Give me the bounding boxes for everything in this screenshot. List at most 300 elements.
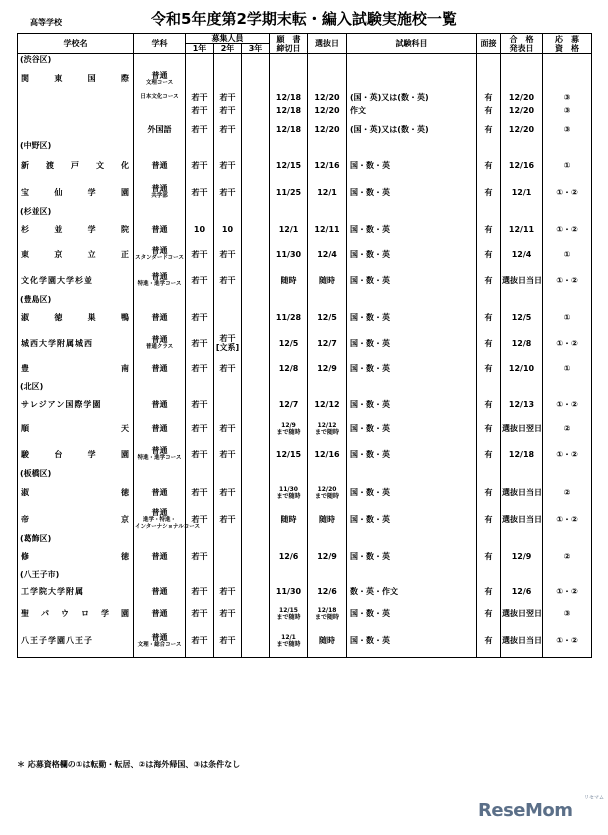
course-subtitle: 文理コース bbox=[145, 79, 174, 86]
region-label: (北区) bbox=[18, 381, 134, 393]
course-name: 普通 bbox=[151, 587, 168, 596]
empty-cell bbox=[477, 140, 501, 152]
grade-3-count bbox=[242, 65, 270, 93]
empty-cell bbox=[477, 54, 501, 65]
school-name bbox=[18, 242, 134, 267]
exam-date-cell-main: 随時 bbox=[319, 514, 335, 524]
school-name bbox=[18, 625, 134, 658]
empty-cell bbox=[242, 569, 270, 581]
region-label: (杉並区) bbox=[18, 206, 134, 218]
grade-3-count bbox=[242, 179, 270, 206]
qualification-cell: ② bbox=[543, 417, 592, 441]
qualification-cell: ① bbox=[543, 242, 592, 267]
exam-date-cell bbox=[308, 480, 347, 506]
school-name-char: 文 bbox=[96, 160, 104, 170]
grade-3-count bbox=[242, 93, 270, 102]
interview-cell: 有 bbox=[477, 393, 501, 417]
deadline-cell bbox=[270, 506, 308, 533]
region-label: (渋谷区) bbox=[18, 54, 134, 65]
course-name: 普通 bbox=[151, 364, 168, 373]
grade-2-count bbox=[214, 441, 242, 468]
school-name-char: 学 bbox=[87, 187, 96, 197]
empty-cell bbox=[186, 381, 214, 393]
interview-cell: 有 bbox=[477, 102, 501, 120]
grade-2-value: 若干 bbox=[219, 364, 236, 373]
school-name-text bbox=[19, 424, 132, 433]
grade-1-count: 若干 bbox=[186, 625, 214, 658]
region-row bbox=[18, 468, 592, 480]
grade-2-count bbox=[214, 625, 242, 658]
exam-date-cell bbox=[308, 306, 347, 330]
empty-cell bbox=[308, 468, 347, 480]
deadline-cell-main: 11/25 bbox=[275, 187, 302, 197]
exam-date-cell bbox=[308, 152, 347, 179]
interview-cell: 有 bbox=[477, 441, 501, 468]
interview-cell: 有 bbox=[477, 603, 501, 625]
grade-2-count bbox=[214, 152, 242, 179]
empty-cell bbox=[186, 54, 214, 65]
course-name: 普通 bbox=[151, 335, 168, 344]
table-row bbox=[18, 480, 592, 506]
empty-cell bbox=[308, 54, 347, 65]
grade-2-count bbox=[214, 306, 242, 330]
grade-2-value: 若干 bbox=[219, 609, 236, 618]
grade-3-count bbox=[242, 357, 270, 381]
grade-2-value: 若干 bbox=[219, 424, 236, 433]
empty-cell bbox=[501, 381, 543, 393]
empty-cell bbox=[186, 468, 214, 480]
deadline-cell-main: 12/18 bbox=[275, 106, 302, 115]
announce-cell: 12/10 bbox=[501, 357, 543, 381]
subjects-cell: 国・数・英 bbox=[347, 603, 477, 625]
exam-date-cell-main: 12/1 bbox=[317, 187, 337, 197]
empty-cell bbox=[501, 140, 543, 152]
school-kind-label: 高等学校 bbox=[30, 18, 62, 27]
deadline-cell-note: まで随時 bbox=[276, 640, 301, 648]
subjects-cell: (国・英)又は(数・英) bbox=[347, 120, 477, 140]
exam-date-cell-main: 12/20 bbox=[314, 106, 340, 115]
school-name bbox=[18, 357, 134, 381]
school-name-char: 徳 bbox=[121, 552, 129, 561]
grade-2-count bbox=[214, 480, 242, 506]
subjects-cell: 国・数・英 bbox=[347, 625, 477, 658]
empty-cell bbox=[186, 140, 214, 152]
exam-date-cell-main: 12/4 bbox=[317, 249, 337, 259]
qualification-cell bbox=[543, 65, 592, 93]
announce-cell: 12/18 bbox=[501, 441, 543, 468]
exam-date-cell bbox=[308, 120, 347, 140]
empty-cell bbox=[347, 569, 477, 581]
exam-date-cell bbox=[308, 65, 347, 93]
interview-cell: 有 bbox=[477, 357, 501, 381]
school-name-char: 関 bbox=[21, 74, 29, 83]
grade-2-count bbox=[214, 242, 242, 267]
exam-date-cell-main: 12/5 bbox=[317, 313, 337, 322]
exam-date-cell-main: 12/16 bbox=[314, 449, 340, 459]
grade-1-count: 若干 bbox=[186, 393, 214, 417]
subjects-cell bbox=[347, 65, 477, 93]
deadline-cell-main: 12/1 bbox=[278, 225, 299, 234]
qualification-cell: ① bbox=[543, 357, 592, 381]
subjects-cell: 国・数・英 bbox=[347, 179, 477, 206]
announce-cell: 12/11 bbox=[501, 218, 543, 242]
deadline-cell-main: 12/8 bbox=[278, 364, 299, 373]
empty-cell bbox=[347, 533, 477, 545]
deadline-cell-note: まで随時 bbox=[276, 492, 301, 500]
table-row bbox=[18, 506, 592, 533]
deadline-cell-note: まで随時 bbox=[276, 428, 301, 436]
deadline-cell bbox=[270, 267, 308, 294]
school-name-text bbox=[19, 74, 132, 83]
school-name-char: 巣 bbox=[87, 313, 96, 322]
table-row bbox=[18, 102, 592, 120]
interview-cell bbox=[477, 65, 501, 93]
school-name-char: 台 bbox=[54, 449, 63, 459]
empty-cell bbox=[308, 140, 347, 152]
grade-1-count: 若干 bbox=[186, 267, 214, 294]
deadline-cell bbox=[270, 441, 308, 468]
course-name: 普通 bbox=[151, 609, 168, 618]
subjects-cell: 国・数・英 bbox=[347, 306, 477, 330]
deadline-cell-main: 12/9 bbox=[281, 421, 296, 429]
grade-3-count bbox=[242, 330, 270, 357]
region-row bbox=[18, 206, 592, 218]
subjects-cell: 国・数・英 bbox=[347, 242, 477, 267]
header-subjects: 試験科目 bbox=[347, 34, 477, 54]
school-name-char: 淑 bbox=[21, 488, 29, 497]
grade-1-count: 若干 bbox=[186, 357, 214, 381]
announce-cell: 12/9 bbox=[501, 545, 543, 569]
region-label: (葛飾区) bbox=[18, 533, 134, 545]
subjects-cell: 国・数・英 bbox=[347, 393, 477, 417]
exam-date-cell bbox=[308, 441, 347, 468]
table-row bbox=[18, 545, 592, 569]
grade-1-count: 若干 bbox=[186, 152, 214, 179]
course-subtitle: 特進・進学コース bbox=[137, 281, 182, 287]
deadline-cell bbox=[270, 179, 308, 206]
course-cell bbox=[134, 65, 186, 93]
course-cell bbox=[134, 93, 186, 102]
school-name-text bbox=[19, 225, 132, 234]
subjects-cell: 作文 bbox=[347, 102, 477, 120]
school-name-char: 学 bbox=[87, 449, 96, 459]
interview-cell: 有 bbox=[477, 625, 501, 658]
header-grade-3: 3年 bbox=[242, 44, 270, 54]
school-name-char: 東 bbox=[54, 74, 63, 83]
region-row bbox=[18, 381, 592, 393]
header-interview: 面接 bbox=[477, 34, 501, 54]
announce-cell: 選抜日当日 bbox=[501, 625, 543, 658]
qualification-cell: ①・② bbox=[543, 625, 592, 658]
exam-date-cell bbox=[308, 267, 347, 294]
empty-cell bbox=[270, 533, 308, 545]
announce-cell: 12/6 bbox=[501, 581, 543, 603]
course-cell bbox=[134, 545, 186, 569]
exam-date-cell bbox=[308, 93, 347, 102]
course-subtitle: スタンダードコース bbox=[135, 255, 184, 261]
course-cell bbox=[134, 480, 186, 506]
deadline-cell-main: 11/30 bbox=[275, 587, 302, 596]
empty-cell bbox=[134, 533, 186, 545]
course-name: 普通 bbox=[151, 632, 168, 642]
school-name bbox=[18, 65, 134, 93]
course-cell bbox=[134, 625, 186, 658]
course-name: 普通 bbox=[151, 446, 168, 455]
grade-3-count bbox=[242, 506, 270, 533]
school-name bbox=[18, 306, 134, 330]
empty-cell bbox=[214, 533, 242, 545]
qualification-cell: ①・② bbox=[543, 581, 592, 603]
school-name-char: 戸 bbox=[71, 160, 79, 170]
empty-cell bbox=[270, 569, 308, 581]
empty-cell bbox=[501, 294, 543, 306]
qualification-cell: ①・② bbox=[543, 506, 592, 533]
deadline-cell bbox=[270, 581, 308, 603]
grade-3-count bbox=[242, 267, 270, 294]
empty-cell bbox=[347, 140, 477, 152]
course-subtitle: 共学部 bbox=[151, 193, 168, 199]
school-name-char: 駿 bbox=[21, 449, 29, 459]
footnote: ＊ 応募資格欄の①は転勤・転居、②は海外帰国、③は条件なし bbox=[17, 760, 241, 769]
deadline-cell bbox=[270, 93, 308, 102]
exam-date-cell-main: 12/20 bbox=[314, 92, 340, 102]
interview-cell: 有 bbox=[477, 179, 501, 206]
course-cell bbox=[134, 267, 186, 294]
qualification-cell: ③ bbox=[543, 603, 592, 625]
deadline-cell bbox=[270, 603, 308, 625]
subjects-cell: 国・数・英 bbox=[347, 506, 477, 533]
empty-cell bbox=[242, 206, 270, 218]
interview-cell: 有 bbox=[477, 480, 501, 506]
school-name-char: ウ bbox=[61, 609, 69, 618]
empty-cell bbox=[308, 294, 347, 306]
empty-cell bbox=[134, 569, 186, 581]
empty-cell bbox=[477, 468, 501, 480]
school-name bbox=[18, 581, 134, 603]
qualification-cell: ③ bbox=[543, 93, 592, 102]
table-row bbox=[18, 179, 592, 206]
subjects-cell: 国・数・英 bbox=[347, 545, 477, 569]
grade-1-count: 10 bbox=[186, 218, 214, 242]
grade-2-count bbox=[214, 506, 242, 533]
region-row bbox=[18, 569, 592, 581]
empty-cell bbox=[501, 468, 543, 480]
qualification-cell: ①・② bbox=[543, 330, 592, 357]
school-name-char: 東 bbox=[21, 249, 29, 259]
school-name-char: 豊 bbox=[21, 364, 29, 373]
course-name: 外国語 bbox=[147, 125, 172, 134]
table-row bbox=[18, 152, 592, 179]
exam-date-cell bbox=[308, 393, 347, 417]
grade-3-count bbox=[242, 417, 270, 441]
empty-cell bbox=[242, 140, 270, 152]
grade-2-count bbox=[214, 120, 242, 140]
empty-cell bbox=[501, 54, 543, 65]
course-name: 普通 bbox=[151, 225, 168, 234]
deadline-cell-main: 12/18 bbox=[275, 125, 302, 134]
grade-1-count: 若干 bbox=[186, 179, 214, 206]
table-row bbox=[18, 218, 592, 242]
region-label: (板橋区) bbox=[18, 468, 134, 480]
qualification-cell: ② bbox=[543, 545, 592, 569]
school-name-char: ロ bbox=[81, 609, 89, 618]
grade-2-value: 若干 bbox=[219, 514, 236, 524]
exam-date-cell-main: 12/18 bbox=[317, 606, 337, 614]
table-row bbox=[18, 120, 592, 140]
exam-date-cell bbox=[308, 506, 347, 533]
empty-cell bbox=[347, 381, 477, 393]
grade-2-count bbox=[214, 357, 242, 381]
school-name-char: 化 bbox=[121, 160, 129, 170]
exam-date-cell bbox=[308, 102, 347, 120]
exam-date-cell-main: 随時 bbox=[319, 275, 335, 285]
course-subtitle: 文理・総合コース bbox=[137, 641, 182, 648]
interview-cell: 有 bbox=[477, 242, 501, 267]
region-row bbox=[18, 140, 592, 152]
course-name: 普通 bbox=[151, 70, 168, 80]
announce-cell: 12/4 bbox=[501, 242, 543, 267]
school-name-text bbox=[19, 488, 132, 497]
school-name-char: 修 bbox=[21, 552, 29, 561]
subjects-cell: 国・数・英 bbox=[347, 417, 477, 441]
empty-cell bbox=[186, 206, 214, 218]
school-name bbox=[18, 441, 134, 468]
school-name-text bbox=[19, 313, 132, 322]
grade-2-count bbox=[214, 179, 242, 206]
qualification-cell: ③ bbox=[543, 120, 592, 140]
school-name-text: サレジアン国際学園 bbox=[21, 400, 102, 409]
grade-2-count bbox=[214, 393, 242, 417]
school-name-text bbox=[19, 609, 132, 618]
empty-cell bbox=[347, 206, 477, 218]
school-name-text bbox=[19, 250, 132, 259]
grade-2-value: 若干 bbox=[219, 106, 236, 115]
exam-date-cell bbox=[308, 417, 347, 441]
subjects-cell: 国・数・英 bbox=[347, 152, 477, 179]
grade-2-value: 若干 bbox=[219, 587, 236, 596]
empty-cell bbox=[214, 569, 242, 581]
exam-date-cell-main: 随時 bbox=[319, 636, 335, 646]
empty-cell bbox=[214, 294, 242, 306]
exam-date-cell-note: まで随時 bbox=[314, 613, 339, 621]
interview-cell: 有 bbox=[477, 330, 501, 357]
interview-cell: 有 bbox=[477, 417, 501, 441]
header-grade-2: 2年 bbox=[214, 44, 242, 54]
region-label: (八王子市) bbox=[18, 569, 134, 581]
school-name bbox=[18, 603, 134, 625]
course-name: 普通 bbox=[151, 552, 168, 561]
table-row bbox=[18, 93, 592, 102]
table-row bbox=[18, 306, 592, 330]
course-name: 普通 bbox=[151, 160, 168, 170]
deadline-cell-main: 12/5 bbox=[278, 338, 299, 348]
grade-2-note: [文系] bbox=[215, 343, 240, 352]
subjects-cell: 国・数・英 bbox=[347, 330, 477, 357]
interview-cell: 有 bbox=[477, 93, 501, 102]
interview-cell: 有 bbox=[477, 506, 501, 533]
header-grade-1: 1年 bbox=[186, 44, 214, 54]
course-name: 普通 bbox=[151, 272, 168, 281]
qualification-cell: ①・② bbox=[543, 218, 592, 242]
exam-date-cell bbox=[308, 218, 347, 242]
deadline-cell bbox=[270, 242, 308, 267]
table-row bbox=[18, 625, 592, 658]
school-name-text: 文化学園大学杉並 bbox=[21, 275, 93, 285]
exam-date-cell-note: まで随時 bbox=[314, 428, 339, 436]
school-name-char: パ bbox=[41, 609, 49, 618]
grade-2-value: 若干 bbox=[219, 187, 236, 197]
grade-2-value: 若干 bbox=[219, 125, 236, 134]
empty-cell bbox=[501, 533, 543, 545]
school-name-char: 杉 bbox=[21, 225, 29, 234]
empty-cell bbox=[543, 140, 592, 152]
announce-cell bbox=[501, 65, 543, 93]
course-name: 普通 bbox=[151, 400, 168, 409]
announce-cell: 12/13 bbox=[501, 393, 543, 417]
grade-2-count bbox=[214, 218, 242, 242]
school-name-text: 八王子学園八王子 bbox=[21, 636, 93, 646]
announce-cell: 選抜日当日 bbox=[501, 480, 543, 506]
deadline-cell-main: 12/15 bbox=[275, 449, 302, 459]
empty-cell bbox=[242, 294, 270, 306]
school-name bbox=[18, 218, 134, 242]
qualification-cell: ① bbox=[543, 152, 592, 179]
grade-2-count bbox=[214, 93, 242, 102]
deadline-cell bbox=[270, 152, 308, 179]
grade-2-count bbox=[214, 603, 242, 625]
course-cell bbox=[134, 441, 186, 468]
course-subtitle-2: インターナショナルコース bbox=[135, 523, 201, 530]
exam-date-cell bbox=[308, 625, 347, 658]
table-row bbox=[18, 417, 592, 441]
empty-cell bbox=[543, 533, 592, 545]
course-name: 普通 bbox=[151, 184, 168, 193]
empty-cell bbox=[543, 381, 592, 393]
deadline-cell bbox=[270, 218, 308, 242]
empty-cell bbox=[308, 569, 347, 581]
logo-subtext: リセマム bbox=[584, 795, 604, 801]
interview-cell: 有 bbox=[477, 120, 501, 140]
grade-3-count bbox=[242, 625, 270, 658]
school-name-char: 徳 bbox=[54, 313, 63, 322]
header-course: 学科 bbox=[134, 34, 186, 54]
empty-cell bbox=[543, 206, 592, 218]
school-name-text bbox=[19, 364, 132, 373]
empty-cell bbox=[214, 54, 242, 65]
deadline-cell-main: 12/18 bbox=[275, 92, 302, 102]
deadline-cell bbox=[270, 306, 308, 330]
exam-date-cell-main: 12/20 bbox=[317, 485, 337, 493]
empty-cell bbox=[270, 468, 308, 480]
school-name-text bbox=[19, 450, 132, 459]
grade-3-count bbox=[242, 603, 270, 625]
empty-cell bbox=[242, 54, 270, 65]
school-name-char: 徳 bbox=[121, 488, 129, 497]
grade-2-count bbox=[214, 267, 242, 294]
grade-2-value: 若干 bbox=[219, 92, 236, 102]
table-row bbox=[18, 267, 592, 294]
deadline-cell-main: 12/15 bbox=[279, 606, 298, 614]
school-name bbox=[18, 545, 134, 569]
empty-cell bbox=[347, 294, 477, 306]
course-subtitle: 日本文化コース bbox=[140, 93, 179, 100]
interview-cell: 有 bbox=[477, 218, 501, 242]
school-name-char: 順 bbox=[21, 424, 29, 433]
deadline-cell bbox=[270, 65, 308, 93]
exam-date-cell-main: 12/7 bbox=[317, 338, 337, 348]
course-cell bbox=[134, 393, 186, 417]
empty-cell bbox=[242, 468, 270, 480]
